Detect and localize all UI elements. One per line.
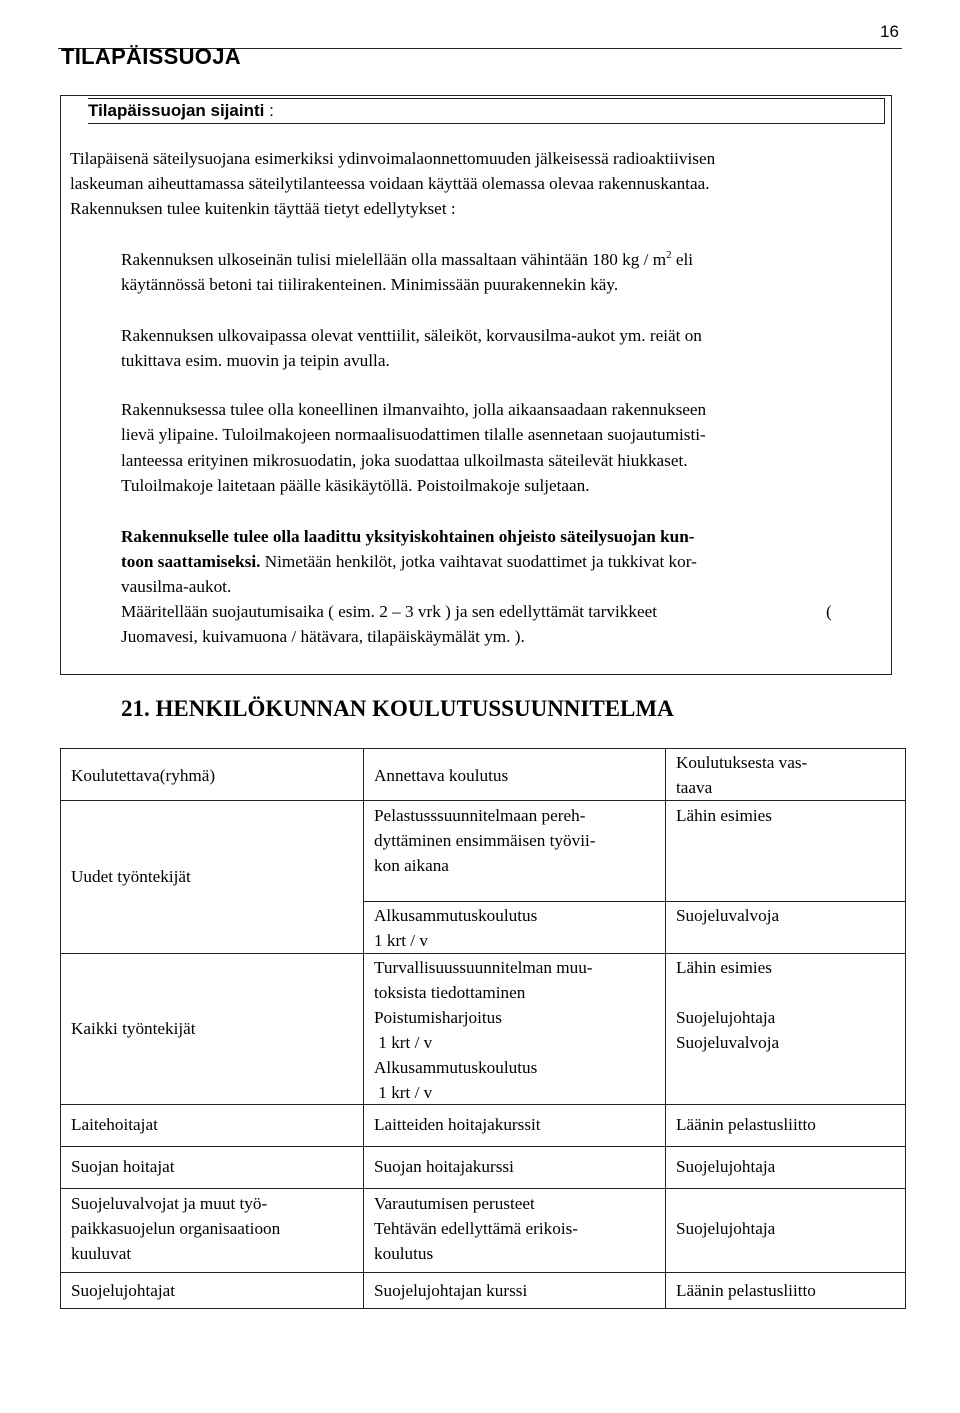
sealing-requirement-line-2: tukittava esim. muovin ja teipin avulla. xyxy=(121,351,390,370)
ventilation-requirement-line-4: Tuloilmakoje laitetaan päälle käsikäytöllä. Poistoilmakoje suljetaan. xyxy=(121,476,590,495)
instructions-requirement-line-2 xyxy=(121,551,697,573)
responsible-line: Lähin esimies xyxy=(676,958,772,977)
training-plan-table xyxy=(60,748,906,1309)
instructions-bold-end: toon saattamiseksi. xyxy=(121,552,261,571)
table-header-row xyxy=(61,749,906,801)
page-title: TILAPÄISSUOJA xyxy=(61,44,241,69)
intro-line-1: Tilapäisenä säteilysuojana esimerkiksi ydinvoimalaonnettomuuden jälkeisessä radioaktiivisen xyxy=(70,149,716,168)
training-line: Tehtävän edellyttämä erikois- xyxy=(374,1219,579,1238)
table-cell xyxy=(666,1147,906,1189)
header-cell xyxy=(666,749,906,801)
instructions-rest: Nimetään henkilöt, jotka vaihtavat suodattimet ja tukkivat kor- xyxy=(260,552,697,571)
training-line: toksista tiedottaminen xyxy=(374,983,526,1002)
training-line: Varautumisen perusteet xyxy=(374,1194,535,1213)
header-cell xyxy=(61,749,364,801)
page-number: 16 xyxy=(880,22,899,41)
ventilation-requirement-line-2: lievä ylipaine. Tuloilmakojeen normaalisuodattimen tilalle asennetaan suojautumisti- xyxy=(121,425,706,444)
location-label: Tilapäissuojan sijainti xyxy=(88,101,265,120)
responsible-cell: Läänin pelastusliitto xyxy=(676,1281,816,1300)
table-cell xyxy=(666,902,906,954)
training-line: koulutus xyxy=(374,1244,434,1263)
responsible-line: Suojeluvalvoja xyxy=(676,1033,780,1052)
shelter-duration-paren: ( xyxy=(826,602,832,621)
table-row xyxy=(61,801,906,902)
group-line: kuuluvat xyxy=(71,1244,132,1263)
table-row xyxy=(61,954,906,1105)
wall-mass-text: Rakennuksen ulkoseinän tulisi mielellään olla massaltaan vähintään 180 kg / m xyxy=(121,250,667,269)
table-cell xyxy=(364,1273,666,1309)
instructions-requirement-line-3: vausilma-aukot. xyxy=(121,577,232,596)
intro-line-3: Rakennuksen tulee kuitenkin täyttää tietyt edellytykset : xyxy=(70,199,456,218)
table-cell xyxy=(364,1189,666,1273)
responsible-cell: Läänin pelastusliitto xyxy=(676,1115,816,1134)
group-all-employees: Kaikki työntekijät xyxy=(71,1019,196,1038)
section-title: 21. HENKILÖKUNNAN KOULUTUSSUUNNITELMA xyxy=(121,696,674,721)
training-cell: Suojelujohtajan kurssi xyxy=(374,1281,528,1300)
responsible-cell: Suojelujohtaja xyxy=(676,1157,776,1176)
header-cell xyxy=(364,749,666,801)
location-label-colon: : xyxy=(264,101,274,120)
training-line: Poistumisharjoitus xyxy=(374,1008,502,1027)
supplies-line: Juomavesi, kuivamuona / hätävara, tilapäiskäymälät ym. ). xyxy=(121,627,525,646)
header-group: Koulutettava(ryhmä) xyxy=(71,766,216,785)
group-cell: Laitehoitajat xyxy=(71,1115,158,1134)
table-cell xyxy=(364,1147,666,1189)
table-cell xyxy=(364,801,666,902)
training-line: Pelastusssuunnitelmaan pereh- xyxy=(374,806,586,825)
table-cell xyxy=(61,1189,364,1273)
table-cell xyxy=(61,1273,364,1309)
header-responsible-line-1: Koulutuksesta vas- xyxy=(676,753,808,772)
wall-mass-requirement-line-2: käytännössä betoni tai tiilirakenteinen. Minimissään puurakennekin käy. xyxy=(121,275,619,294)
table-cell xyxy=(666,1273,906,1309)
responsible-line: Lähin esimies xyxy=(676,806,772,825)
table-cell xyxy=(364,954,666,1105)
table-row xyxy=(61,1273,906,1309)
instructions-requirement-line-1: Rakennukselle tulee olla laadittu yksityiskohtainen ohjeisto säteilysuojan kun- xyxy=(121,527,695,546)
training-line: dyttäminen ensimmäisen työvii- xyxy=(374,831,596,850)
header-training: Annettava koulutus xyxy=(374,766,509,785)
table-cell xyxy=(666,954,906,1105)
table-cell xyxy=(666,1189,906,1273)
table-row xyxy=(61,1189,906,1273)
responsible-line: Suojeluvalvoja xyxy=(676,906,780,925)
table-row xyxy=(61,1147,906,1189)
group-line: paikkasuojelun organisaatioon xyxy=(71,1219,281,1238)
intro-line-2: laskeuman aiheuttamassa säteilytilanteessa voidaan käyttää olemassa olevaa rakennuskantaa. xyxy=(70,174,710,193)
group-new-employees: Uudet työntekijät xyxy=(71,867,191,886)
shelter-duration-line: Määritellään suojautumisaika ( esim. 2 – 3 vrk ) ja sen edellyttämät tarvikkeet xyxy=(121,602,657,621)
table-cell xyxy=(666,801,906,902)
sealing-requirement-line-1: Rakennuksen ulkovaipassa olevat venttiilit, säleiköt, korvausilma-aukot ym. reiät on xyxy=(121,326,702,345)
table-cell xyxy=(61,801,364,954)
training-line: Alkusammutuskoulutus xyxy=(374,1058,538,1077)
location-label-box xyxy=(88,98,885,124)
squared-superscript: 2 xyxy=(666,249,672,261)
table-cell xyxy=(61,954,364,1105)
ventilation-requirement-line-3: lanteessa erityinen mikrosuodatin, joka suodattaa ulkoilmasta säteilevät hiukkaset. xyxy=(121,451,688,470)
wall-mass-requirement-line-1 xyxy=(121,249,693,271)
table-cell xyxy=(364,1105,666,1147)
shelter-info-box xyxy=(60,95,892,675)
ventilation-requirement-line-1: Rakennuksessa tulee olla koneellinen ilmanvaihto, jolla aikaansaadaan rakennukseen xyxy=(121,400,707,419)
training-line: 1 krt / v xyxy=(374,1083,433,1102)
training-line: Turvallisuussuunnitelman muu- xyxy=(374,958,593,977)
header-responsible-line-2: taava xyxy=(676,778,713,797)
group-cell: Suojan hoitajat xyxy=(71,1157,175,1176)
responsible-line: Suojelujohtaja xyxy=(676,1008,776,1027)
training-cell: Suojan hoitajakurssi xyxy=(374,1157,514,1176)
table-cell xyxy=(61,1105,364,1147)
table-cell xyxy=(364,902,666,954)
training-cell: Laitteiden hoitajakurssit xyxy=(374,1115,541,1134)
training-line: kon aikana xyxy=(374,856,449,875)
training-line: 1 krt / v xyxy=(374,1033,433,1052)
training-line: Alkusammutuskoulutus xyxy=(374,906,538,925)
table-cell xyxy=(666,1105,906,1147)
training-line: 1 krt / v xyxy=(374,931,428,950)
table-row xyxy=(61,1105,906,1147)
group-line: Suojeluvalvojat ja muut työ- xyxy=(71,1194,268,1213)
responsible-cell: Suojelujohtaja xyxy=(676,1219,776,1238)
table-cell xyxy=(61,1147,364,1189)
group-cell: Suojelujohtajat xyxy=(71,1281,176,1300)
wall-mass-text-end: eli xyxy=(671,250,694,269)
